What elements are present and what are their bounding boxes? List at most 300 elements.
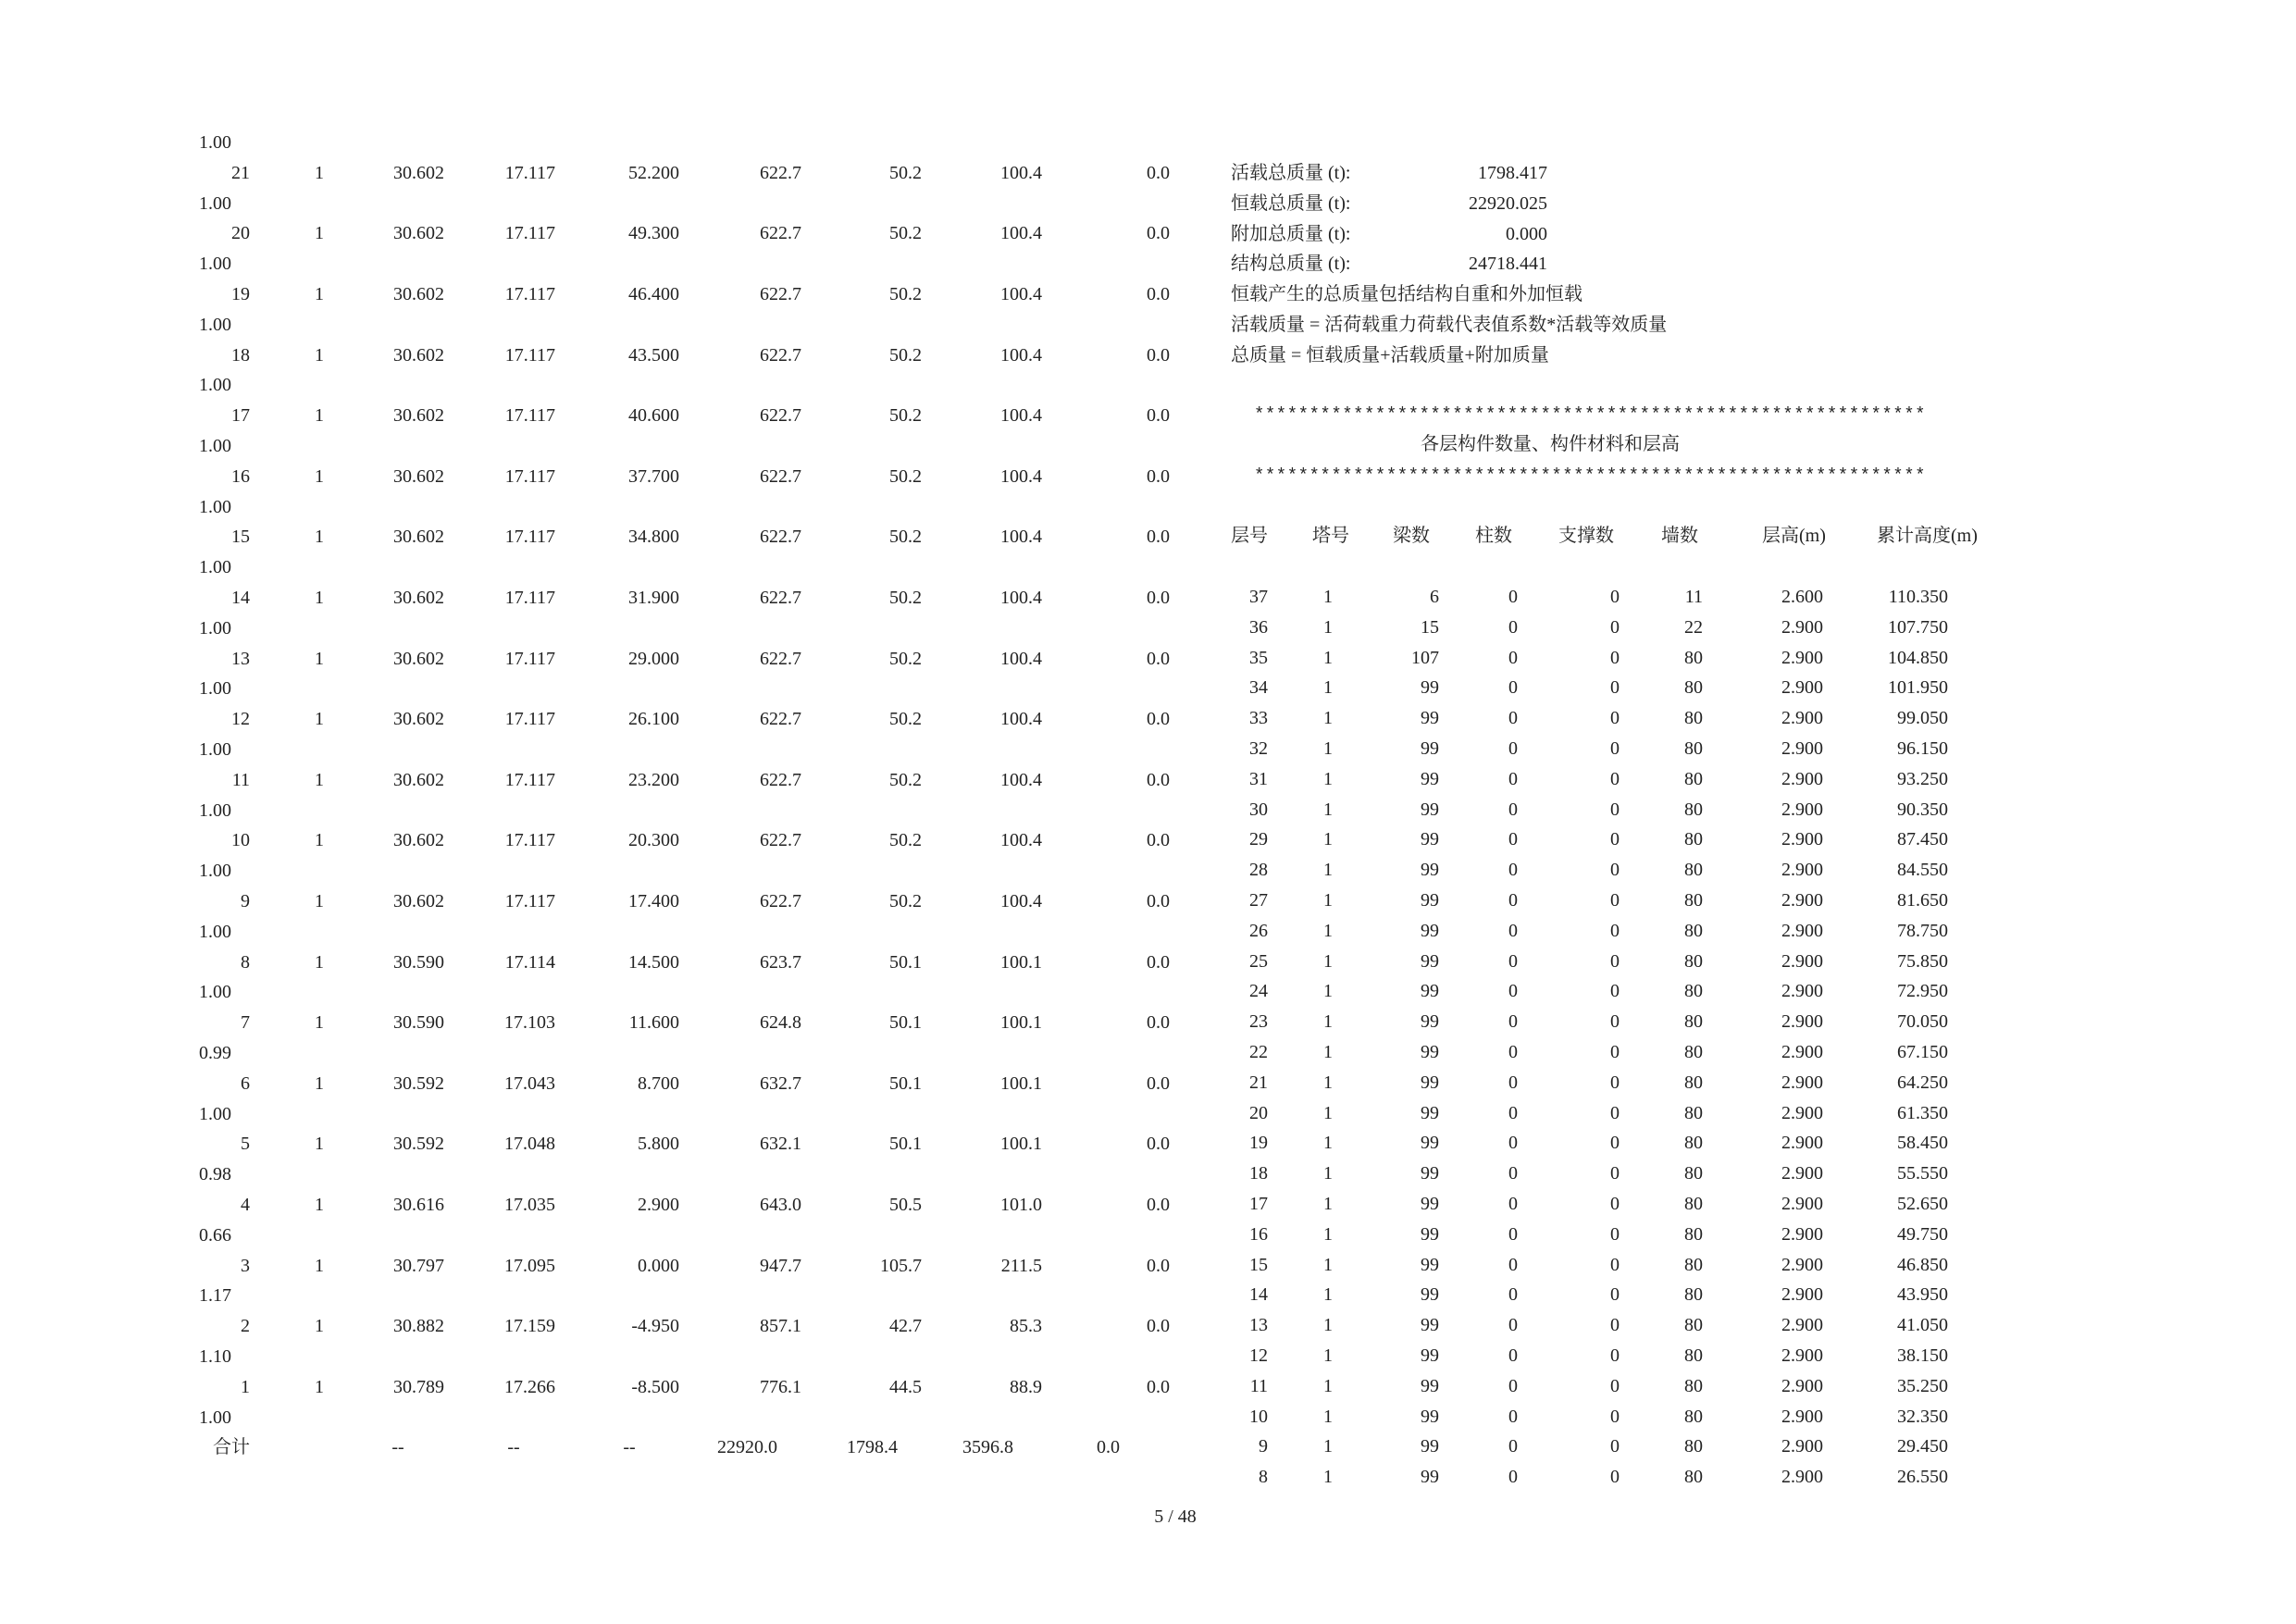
brace-count: 0 bbox=[1610, 829, 1620, 850]
floor-number: 16 bbox=[231, 465, 250, 487]
floor-height: 2.900 bbox=[1781, 1406, 1823, 1427]
additional-mass: 0.0 bbox=[1147, 223, 1170, 244]
beam-count: 99 bbox=[1421, 677, 1439, 699]
tower-number: 1 bbox=[1323, 1011, 1333, 1033]
floor-height: 2.900 bbox=[1781, 1042, 1823, 1062]
beam-count: 99 bbox=[1421, 708, 1439, 729]
brace-count: 0 bbox=[1610, 920, 1620, 941]
floor-number: 19 bbox=[1249, 1133, 1268, 1154]
mass-center-y: 17.117 bbox=[504, 223, 555, 244]
live-load-mass: 50.1 bbox=[889, 951, 922, 973]
tower-number: 1 bbox=[315, 951, 324, 973]
column-header: 层号 bbox=[1231, 526, 1268, 546]
mass-center-x: 30.602 bbox=[393, 465, 444, 487]
column-count: 0 bbox=[1508, 1072, 1518, 1093]
mass-ratio: 1.00 bbox=[199, 557, 231, 578]
live-load-mass: 44.5 bbox=[889, 1376, 922, 1397]
tower-number: 1 bbox=[315, 344, 324, 366]
cumulative-height: 41.050 bbox=[1897, 1315, 1948, 1336]
live-load-value: 100.1 bbox=[1000, 1134, 1042, 1155]
mass-center-x: 30.602 bbox=[393, 527, 444, 548]
column-count: 0 bbox=[1508, 1194, 1518, 1214]
mass-center-x: 30.602 bbox=[393, 891, 444, 911]
mass-ratio: 1.00 bbox=[199, 800, 231, 821]
floor-elevation: 43.500 bbox=[628, 344, 679, 366]
live-load-mass: 105.7 bbox=[880, 1255, 922, 1276]
tower-number: 1 bbox=[315, 1255, 324, 1276]
beam-count: 99 bbox=[1421, 920, 1439, 941]
tower-number: 1 bbox=[1323, 708, 1333, 729]
wall-count: 80 bbox=[1684, 920, 1703, 941]
column-header: 梁数 bbox=[1393, 526, 1430, 546]
floor-height: 2.900 bbox=[1781, 860, 1823, 881]
live-load-value: 100.4 bbox=[1000, 709, 1042, 730]
tower-number: 1 bbox=[1323, 1194, 1333, 1214]
cumulative-height: 49.750 bbox=[1897, 1223, 1948, 1245]
cumulative-height: 67.150 bbox=[1897, 1042, 1948, 1062]
floor-number: 14 bbox=[231, 588, 250, 608]
wall-count: 80 bbox=[1684, 1284, 1703, 1306]
dead-load-mass: 622.7 bbox=[760, 223, 801, 244]
live-load-mass: 50.1 bbox=[889, 1012, 922, 1034]
mass-ratio: 0.98 bbox=[199, 1164, 231, 1185]
column-count: 0 bbox=[1508, 860, 1518, 881]
beam-count: 99 bbox=[1421, 768, 1439, 789]
column-count: 0 bbox=[1508, 829, 1518, 850]
beam-count: 99 bbox=[1421, 1011, 1439, 1033]
mass-ratio: 0.66 bbox=[199, 1224, 231, 1246]
cumulative-height: 61.350 bbox=[1897, 1102, 1948, 1123]
live-load-value: 100.4 bbox=[1000, 284, 1042, 304]
mass-center-y: 17.117 bbox=[504, 709, 555, 730]
tower-number: 1 bbox=[315, 1316, 324, 1337]
live-load-mass: 50.2 bbox=[889, 588, 922, 608]
floor-number: 2 bbox=[241, 1316, 250, 1337]
mass-center-y: 17.117 bbox=[504, 830, 555, 851]
brace-count: 0 bbox=[1610, 1406, 1620, 1427]
live-load-value: 100.4 bbox=[1000, 344, 1042, 366]
dead-load-mass: 622.7 bbox=[760, 709, 801, 730]
total-dead-load-mass: 22920.0 bbox=[717, 1437, 777, 1458]
wall-count: 80 bbox=[1684, 829, 1703, 850]
floor-height: 2.900 bbox=[1781, 1011, 1823, 1033]
wall-count: 80 bbox=[1684, 708, 1703, 729]
column-count: 0 bbox=[1508, 1406, 1518, 1427]
floor-number: 25 bbox=[1249, 950, 1268, 972]
floor-number: 32 bbox=[1249, 738, 1268, 759]
live-load-mass: 42.7 bbox=[889, 1316, 922, 1337]
mass-center-y: 17.159 bbox=[504, 1316, 555, 1337]
floor-number: 27 bbox=[1249, 890, 1268, 911]
floor-elevation: 37.700 bbox=[628, 465, 679, 487]
mass-center-y: 17.035 bbox=[504, 1195, 555, 1215]
cumulative-height: 110.350 bbox=[1888, 587, 1948, 607]
beam-count: 99 bbox=[1421, 1375, 1439, 1396]
dead-load-mass: 622.7 bbox=[760, 162, 801, 183]
floor-height: 2.900 bbox=[1781, 1467, 1823, 1488]
cumulative-height: 96.150 bbox=[1897, 738, 1948, 759]
tower-number: 1 bbox=[315, 769, 324, 790]
mass-center-x: 30.797 bbox=[393, 1255, 444, 1276]
cumulative-height: 72.950 bbox=[1897, 981, 1948, 1002]
live-load-value: 100.4 bbox=[1000, 769, 1042, 790]
tower-number: 1 bbox=[315, 1376, 324, 1397]
floor-number: 12 bbox=[231, 709, 250, 730]
column-header: 塔号 bbox=[1312, 526, 1349, 546]
floor-number: 19 bbox=[231, 284, 250, 304]
floor-number: 22 bbox=[1249, 1042, 1268, 1062]
wall-count: 80 bbox=[1684, 1042, 1703, 1062]
dead-load-mass: 623.7 bbox=[760, 951, 801, 973]
mass-center-y: 17.043 bbox=[504, 1072, 555, 1094]
beam-count: 15 bbox=[1421, 616, 1439, 638]
wall-count: 80 bbox=[1684, 981, 1703, 1002]
beam-count: 99 bbox=[1421, 1042, 1439, 1062]
floor-height: 2.900 bbox=[1781, 1254, 1823, 1275]
brace-count: 0 bbox=[1610, 890, 1620, 911]
column-header: 层高(m) bbox=[1762, 526, 1826, 546]
tower-number: 1 bbox=[1323, 890, 1333, 911]
floor-number: 9 bbox=[1259, 1436, 1268, 1457]
cumulative-height: 93.250 bbox=[1897, 768, 1948, 789]
mass-center-y: 17.117 bbox=[504, 162, 555, 183]
mass-summary-note: 总质量 = 恒载质量+活载质量+附加质量 bbox=[1231, 344, 1549, 366]
floor-number: 4 bbox=[241, 1195, 250, 1215]
brace-count: 0 bbox=[1610, 708, 1620, 729]
floor-number: 1 bbox=[241, 1376, 250, 1397]
floor-number: 13 bbox=[1249, 1315, 1268, 1336]
additional-mass: 0.0 bbox=[1147, 344, 1170, 366]
mass-center-x: 30.602 bbox=[393, 830, 444, 851]
additional-mass: 0.0 bbox=[1147, 527, 1170, 548]
cumulative-height: 64.250 bbox=[1897, 1072, 1948, 1093]
wall-count: 80 bbox=[1684, 950, 1703, 972]
additional-mass: 0.0 bbox=[1147, 769, 1170, 790]
live-load-value: 100.4 bbox=[1000, 465, 1042, 487]
brace-count: 0 bbox=[1610, 1436, 1620, 1457]
beam-count: 99 bbox=[1421, 799, 1439, 820]
tower-number: 1 bbox=[315, 527, 324, 548]
brace-count: 0 bbox=[1610, 1284, 1620, 1306]
beam-count: 99 bbox=[1421, 1406, 1439, 1427]
floor-height: 2.900 bbox=[1781, 708, 1823, 729]
tower-number: 1 bbox=[1323, 1163, 1333, 1184]
dead-load-mass: 857.1 bbox=[760, 1316, 801, 1337]
mass-ratio: 1.17 bbox=[199, 1285, 231, 1307]
brace-count: 0 bbox=[1610, 860, 1620, 881]
beam-count: 99 bbox=[1421, 950, 1439, 972]
cumulative-height: 90.350 bbox=[1897, 799, 1948, 820]
additional-mass: 0.0 bbox=[1147, 1376, 1170, 1397]
wall-count: 80 bbox=[1684, 1467, 1703, 1488]
total-live-load-value: 3596.8 bbox=[962, 1437, 1013, 1458]
dead-load-mass: 624.8 bbox=[760, 1012, 801, 1034]
tower-number: 1 bbox=[1323, 1345, 1333, 1366]
live-load-mass: 50.1 bbox=[889, 1134, 922, 1155]
floor-height: 2.900 bbox=[1781, 1102, 1823, 1123]
wall-count: 80 bbox=[1684, 890, 1703, 911]
cumulative-height: 104.850 bbox=[1888, 647, 1948, 668]
tower-number: 1 bbox=[315, 830, 324, 851]
mass-ratio: 1.00 bbox=[199, 617, 231, 638]
dead-load-mass: 622.7 bbox=[760, 344, 801, 366]
floor-number: 20 bbox=[1249, 1102, 1268, 1123]
page-number: 5 / 48 bbox=[1154, 1506, 1197, 1527]
beam-count: 99 bbox=[1421, 1436, 1439, 1457]
mass-summary-label: 恒载总质量 (t): bbox=[1231, 192, 1351, 214]
section-title: 各层构件数量、构件材料和层高 bbox=[1421, 434, 1680, 454]
floor-elevation: -8.500 bbox=[631, 1376, 679, 1397]
floor-elevation: 52.200 bbox=[628, 162, 679, 183]
floor-height: 2.900 bbox=[1781, 890, 1823, 911]
mass-ratio: 1.00 bbox=[199, 861, 231, 882]
live-load-mass: 50.2 bbox=[889, 891, 922, 911]
brace-count: 0 bbox=[1610, 981, 1620, 1002]
cumulative-height: 87.450 bbox=[1897, 829, 1948, 850]
tower-number: 1 bbox=[315, 891, 324, 911]
dead-load-mass: 622.7 bbox=[760, 769, 801, 790]
tower-number: 1 bbox=[315, 588, 324, 608]
tower-number: 1 bbox=[1323, 1223, 1333, 1245]
additional-mass: 0.0 bbox=[1147, 465, 1170, 487]
cumulative-height: 43.950 bbox=[1897, 1284, 1948, 1306]
tower-number: 1 bbox=[315, 223, 324, 244]
floor-number: 5 bbox=[241, 1134, 250, 1155]
mass-ratio: 1.00 bbox=[199, 436, 231, 456]
additional-mass: 0.0 bbox=[1147, 284, 1170, 304]
floor-height: 2.900 bbox=[1781, 981, 1823, 1002]
live-load-mass: 50.2 bbox=[889, 648, 922, 669]
live-load-mass: 50.2 bbox=[889, 284, 922, 304]
total-live-load-mass: 1798.4 bbox=[847, 1437, 898, 1458]
tower-number: 1 bbox=[315, 648, 324, 669]
cumulative-height: 99.050 bbox=[1897, 708, 1948, 729]
floor-number: 17 bbox=[231, 405, 250, 427]
mass-center-x: 30.602 bbox=[393, 223, 444, 244]
cumulative-height: 52.650 bbox=[1897, 1194, 1948, 1214]
cumulative-height: 29.450 bbox=[1897, 1436, 1948, 1457]
tower-number: 1 bbox=[1323, 647, 1333, 668]
mass-center-x: 30.602 bbox=[393, 405, 444, 427]
column-count: 0 bbox=[1508, 1254, 1518, 1275]
live-load-mass: 50.2 bbox=[889, 830, 922, 851]
additional-mass: 0.0 bbox=[1147, 162, 1170, 183]
tower-number: 1 bbox=[1323, 981, 1333, 1002]
floor-number: 9 bbox=[241, 891, 250, 911]
live-load-value: 100.1 bbox=[1000, 951, 1042, 973]
brace-count: 0 bbox=[1610, 1315, 1620, 1336]
mass-center-y: 17.117 bbox=[504, 527, 555, 548]
tower-number: 1 bbox=[315, 465, 324, 487]
wall-count: 80 bbox=[1684, 860, 1703, 881]
tower-number: 1 bbox=[315, 405, 324, 427]
column-count: 0 bbox=[1508, 1284, 1518, 1306]
mass-summary-value: 22920.025 bbox=[1469, 192, 1547, 214]
mass-summary-note: 恒载产生的总质量包括结构自重和外加恒载 bbox=[1231, 284, 1582, 305]
wall-count: 80 bbox=[1684, 1345, 1703, 1366]
tower-number: 1 bbox=[1323, 768, 1333, 789]
live-load-value: 101.0 bbox=[1000, 1195, 1042, 1215]
mass-summary-value: 24718.441 bbox=[1469, 254, 1547, 275]
floor-number: 21 bbox=[1249, 1072, 1268, 1093]
mass-ratio: 1.00 bbox=[199, 921, 231, 942]
dead-load-mass: 622.7 bbox=[760, 648, 801, 669]
floor-number: 11 bbox=[1249, 1375, 1268, 1396]
beam-count: 99 bbox=[1421, 1133, 1439, 1154]
mass-summary-note: 活载质量 = 活荷载重力荷载代表值系数*活载等效质量 bbox=[1231, 315, 1668, 335]
floor-number: 23 bbox=[1249, 1011, 1268, 1033]
cumulative-height: 81.650 bbox=[1897, 890, 1948, 911]
cumulative-height: 58.450 bbox=[1897, 1133, 1948, 1154]
dead-load-mass: 622.7 bbox=[760, 891, 801, 911]
dead-load-mass: 632.1 bbox=[760, 1134, 801, 1155]
wall-count: 80 bbox=[1684, 1194, 1703, 1214]
floor-number: 31 bbox=[1249, 768, 1268, 789]
total-additional-mass: 0.0 bbox=[1097, 1437, 1120, 1458]
floor-number: 10 bbox=[231, 830, 250, 851]
floor-number: 35 bbox=[1249, 647, 1268, 668]
floor-height: 2.900 bbox=[1781, 677, 1823, 699]
live-load-value: 100.4 bbox=[1000, 405, 1042, 427]
floor-height: 2.600 bbox=[1781, 587, 1823, 607]
floor-elevation: 20.300 bbox=[628, 830, 679, 851]
floor-number: 15 bbox=[231, 527, 250, 548]
dead-load-mass: 776.1 bbox=[760, 1376, 801, 1397]
floor-height: 2.900 bbox=[1781, 829, 1823, 850]
tower-number: 1 bbox=[1323, 1254, 1333, 1275]
column-count: 0 bbox=[1508, 738, 1518, 759]
mass-ratio: 1.10 bbox=[199, 1346, 231, 1367]
dead-load-mass: 947.7 bbox=[760, 1255, 801, 1276]
additional-mass: 0.0 bbox=[1147, 1072, 1170, 1094]
mass-center-y: 17.103 bbox=[504, 1012, 555, 1034]
additional-mass: 0.0 bbox=[1147, 1255, 1170, 1276]
beam-count: 99 bbox=[1421, 1194, 1439, 1214]
additional-mass: 0.0 bbox=[1147, 1012, 1170, 1034]
floor-number: 36 bbox=[1249, 616, 1268, 638]
floor-number: 6 bbox=[241, 1072, 250, 1094]
floor-elevation: 40.600 bbox=[628, 405, 679, 427]
tower-number: 1 bbox=[1323, 950, 1333, 972]
tower-number: 1 bbox=[1323, 860, 1333, 881]
cumulative-height: 101.950 bbox=[1888, 677, 1948, 699]
total-x: -- bbox=[391, 1437, 404, 1458]
floor-number: 8 bbox=[241, 951, 250, 973]
mass-ratio: 1.00 bbox=[199, 982, 231, 1003]
mass-center-y: 17.095 bbox=[504, 1255, 555, 1276]
live-load-value: 100.4 bbox=[1000, 527, 1042, 548]
floor-number: 11 bbox=[231, 769, 250, 790]
tower-number: 1 bbox=[1323, 1436, 1333, 1457]
additional-mass: 0.0 bbox=[1147, 1316, 1170, 1337]
mass-ratio: 1.00 bbox=[199, 739, 231, 760]
cumulative-height: 70.050 bbox=[1897, 1011, 1948, 1033]
floor-number: 17 bbox=[1249, 1194, 1268, 1214]
brace-count: 0 bbox=[1610, 647, 1620, 668]
mass-center-x: 30.616 bbox=[393, 1195, 444, 1215]
column-header: 支撑数 bbox=[1558, 526, 1614, 546]
mass-summary-value: 0.000 bbox=[1506, 223, 1547, 244]
wall-count: 80 bbox=[1684, 1375, 1703, 1396]
wall-count: 80 bbox=[1684, 1163, 1703, 1184]
tower-number: 1 bbox=[1323, 1133, 1333, 1154]
tower-number: 1 bbox=[1323, 677, 1333, 699]
mass-center-x: 30.590 bbox=[393, 951, 444, 973]
wall-count: 80 bbox=[1684, 1011, 1703, 1033]
column-count: 0 bbox=[1508, 920, 1518, 941]
cumulative-height: 107.750 bbox=[1888, 616, 1948, 638]
tower-number: 1 bbox=[1323, 1042, 1333, 1062]
brace-count: 0 bbox=[1610, 738, 1620, 759]
floor-number: 20 bbox=[231, 223, 250, 244]
additional-mass: 0.0 bbox=[1147, 1195, 1170, 1215]
wall-count: 80 bbox=[1684, 1072, 1703, 1093]
column-count: 0 bbox=[1508, 616, 1518, 638]
brace-count: 0 bbox=[1610, 1375, 1620, 1396]
tower-number: 1 bbox=[1323, 829, 1333, 850]
column-count: 0 bbox=[1508, 677, 1518, 699]
column-count: 0 bbox=[1508, 708, 1518, 729]
live-load-value: 88.9 bbox=[1010, 1376, 1042, 1397]
floor-elevation: 14.500 bbox=[628, 951, 679, 973]
column-count: 0 bbox=[1508, 1436, 1518, 1457]
floor-height: 2.900 bbox=[1781, 647, 1823, 668]
mass-center-x: 30.602 bbox=[393, 588, 444, 608]
live-load-value: 100.4 bbox=[1000, 588, 1042, 608]
floor-height: 2.900 bbox=[1781, 799, 1823, 820]
beam-count: 99 bbox=[1421, 1284, 1439, 1306]
mass-summary-label: 附加总质量 (t): bbox=[1231, 223, 1351, 244]
tower-number: 1 bbox=[1323, 738, 1333, 759]
column-count: 0 bbox=[1508, 799, 1518, 820]
beam-count: 99 bbox=[1421, 890, 1439, 911]
floor-number: 28 bbox=[1249, 860, 1268, 881]
floor-height: 2.900 bbox=[1781, 616, 1823, 638]
tower-number: 1 bbox=[1323, 1375, 1333, 1396]
mass-center-x: 30.602 bbox=[393, 162, 444, 183]
floor-elevation: 2.900 bbox=[638, 1195, 679, 1215]
live-load-mass: 50.2 bbox=[889, 709, 922, 730]
brace-count: 0 bbox=[1610, 1042, 1620, 1062]
mass-center-x: 30.882 bbox=[393, 1316, 444, 1337]
additional-mass: 0.0 bbox=[1147, 891, 1170, 911]
cumulative-height: 38.150 bbox=[1897, 1345, 1948, 1366]
mass-center-x: 30.789 bbox=[393, 1376, 444, 1397]
tower-number: 1 bbox=[1323, 1315, 1333, 1336]
beam-count: 6 bbox=[1430, 587, 1439, 607]
mass-ratio: 1.00 bbox=[199, 1407, 231, 1428]
floor-number: 33 bbox=[1249, 708, 1268, 729]
star-divider-bottom: ************************************************************* bbox=[1254, 465, 1927, 486]
tower-number: 1 bbox=[315, 1072, 324, 1094]
mass-ratio: 0.99 bbox=[199, 1043, 231, 1063]
tower-number: 1 bbox=[315, 162, 324, 183]
brace-count: 0 bbox=[1610, 1102, 1620, 1123]
floor-number: 10 bbox=[1249, 1406, 1268, 1427]
brace-count: 0 bbox=[1610, 1254, 1620, 1275]
total-y: -- bbox=[507, 1437, 520, 1458]
brace-count: 0 bbox=[1610, 587, 1620, 607]
live-load-value: 100.4 bbox=[1000, 162, 1042, 183]
tower-number: 1 bbox=[1323, 616, 1333, 638]
mass-center-y: 17.117 bbox=[504, 769, 555, 790]
brace-count: 0 bbox=[1610, 1467, 1620, 1488]
floor-height: 2.900 bbox=[1781, 1223, 1823, 1245]
mass-center-y: 17.117 bbox=[504, 405, 555, 427]
live-load-value: 100.4 bbox=[1000, 223, 1042, 244]
floor-elevation: 0.000 bbox=[638, 1255, 679, 1276]
floor-number: 7 bbox=[241, 1012, 250, 1034]
